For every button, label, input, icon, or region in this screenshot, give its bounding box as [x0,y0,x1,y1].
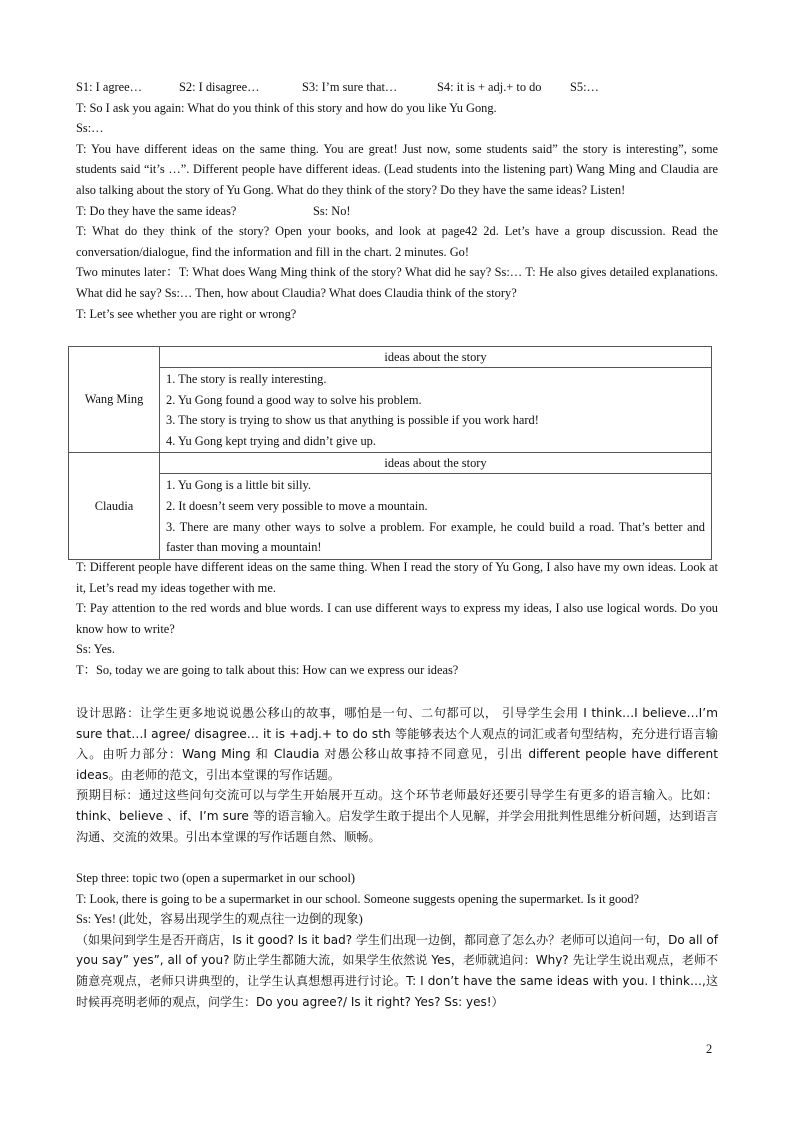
step-three-section [76,868,718,1012]
design-notes-section [76,703,718,847]
claudia-ideas-cell [160,474,712,559]
role-s4: S4: it is + adj.+ to do [437,80,542,94]
right-or-wrong-line: T: Let’s see whether you are right or wrong? [76,306,297,321]
teacher-note-paragraph: （如果问到学生是否开商店，Is it good? Is it bad? 学生们出现一边倒，都同意了怎么办？老师可以追问一句，Do all of you say” yes”, all of you? 防止学生都随大流，如果学生依然说 Yes，老师就追问：Why? 先让学生说出观点，老师不随意亮观点，老师只讲典型的，让学生认真想想再进行讨论。T: I don’t have the same ideas with you. I think…,这时候再亮明老师的观点，问学生：Do you agree?/ Is it right? Yes? Ss: yes!） [76,932,718,1009]
role-s2: S2: I disagree… [179,80,260,94]
students-yes-note-line: Ss: Yes! (此处，容易出现学生的观点往一边倒的现象) [76,912,363,927]
teacher-ask-line: T: So I ask you again: What do you think of this story and how do you like Yu Gong. [76,100,497,115]
today-topic-line: T：So, today we are going to talk about this: How can we express our ideas? [76,662,459,677]
page-content [76,77,718,1009]
expected-goal-paragraph: 预期目标：通过这些问句交流可以与学生开始展开互动。这个环节老师最好还要引导学生有更多的语言输入。比如：think、believe 、if、I’m sure 等的语言输入。启发学生敢于提出个人见解，并学会用批判性思维分析问题，达到语言沟通、交流的效果。引出本堂课的写作话题自然、顺畅。 [76,788,718,844]
own-ideas-paragraph: T: Different people have different ideas on the same thing. When I read the story of Yu Gong, I also have my own ideas. Look at it, Let’s read my ideas together with me. [76,560,718,595]
step-three-title: Step three: topic two (open a supermarket in our school) [76,871,356,885]
claudia-header-cell: ideas about the story [160,453,712,474]
student-roles-line [76,77,718,98]
claudia-idea-2: 2. It doesn’t seem very possible to move a mountain. [166,498,428,513]
design-idea-paragraph: 设计思路：让学生更多地说说愚公移山的故事，哪怕是一句、二句都可以， 引导学生会用 I think…I believe…I’m sure that…I agree/ disagree… it is +adj.+ to do sth 等能够表达个人观点的词汇或者句型结构，充分进行语言输入。由听力部分：Wang Ming 和 Claudia 对愚公移山故事持不同意见，引出 different people have different ideas。由老师的范文，引出本堂课的写作话题。 [76,706,718,782]
students-reply-line: Ss:… [76,121,104,136]
role-s1: S1: I agree… [76,80,143,94]
wang-ming-name-cell: Wang Ming [69,347,160,453]
wang-ming-idea-1: 1. The story is really interesting. [166,372,327,386]
wang-ming-idea-4: 4. Yu Gong kept trying and didn’t give up. [166,433,376,448]
wang-ming-header-cell: ideas about the story [160,347,712,368]
claudia-idea-3: 3. There are many other ways to solve a problem. For example, he could build a road. That’s better and faster than moving a mountain! [166,519,705,555]
two-minutes-later-paragraph: Two minutes later：T: What does Wang Ming think of the story? What did he say? Ss:… T: He also gives detailed explanations. What did he say? Ss:… Then, how about Claudia? What does Claudia think of the story? [76,265,718,300]
claudia-name-cell: Claudia [69,453,160,559]
different-ideas-paragraph: T: You have different ideas on the same thing. You are great! Just now, some students said” the story is interesting”, some students said “it’s …”. Different people have different ideas. (Lead students into the listening part) Wang Ming and Claudia are also talking about the story of Yu Gong. What do they think of the story? Do they have the same ideas? Listen! [76,141,718,197]
wang-ming-idea-3: 3. The story is trying to show us that anything is possible if you work hard! [166,413,539,428]
group-discussion-paragraph: T: What do they think of the story? Open your books, and look at page42 2d. Let’s have a group discussion. Read the conversation/dialogue, find the information and fill in the chart. 2 minutes. Go! [76,224,718,259]
ideas-table [68,346,712,560]
red-blue-words-paragraph: T: Pay attention to the red words and blue words. I can use different ways to express my ideas, I also use logical words. Do you know how to write? [76,601,718,636]
after-table-section [76,557,718,681]
same-ideas-exchange [76,201,718,222]
wang-ming-ideas-cell [160,368,712,453]
wang-ming-idea-2: 2. Yu Gong found a good way to solve his problem. [166,392,422,407]
same-ideas-question: T: Do they have the same ideas? [76,203,237,218]
students-yes-line: Ss: Yes. [76,642,115,657]
role-s3: S3: I’m sure that… [302,80,398,94]
supermarket-question-line: T: Look, there is going to be a supermarket in our school. Someone suggests opening the supermarket. Is it good? [76,891,640,906]
same-ideas-answer: Ss: No! [313,203,351,218]
role-s5: S5:… [570,80,599,94]
claudia-idea-1: 1. Yu Gong is a little bit silly. [166,478,312,493]
page-number: 2 [706,1042,713,1056]
